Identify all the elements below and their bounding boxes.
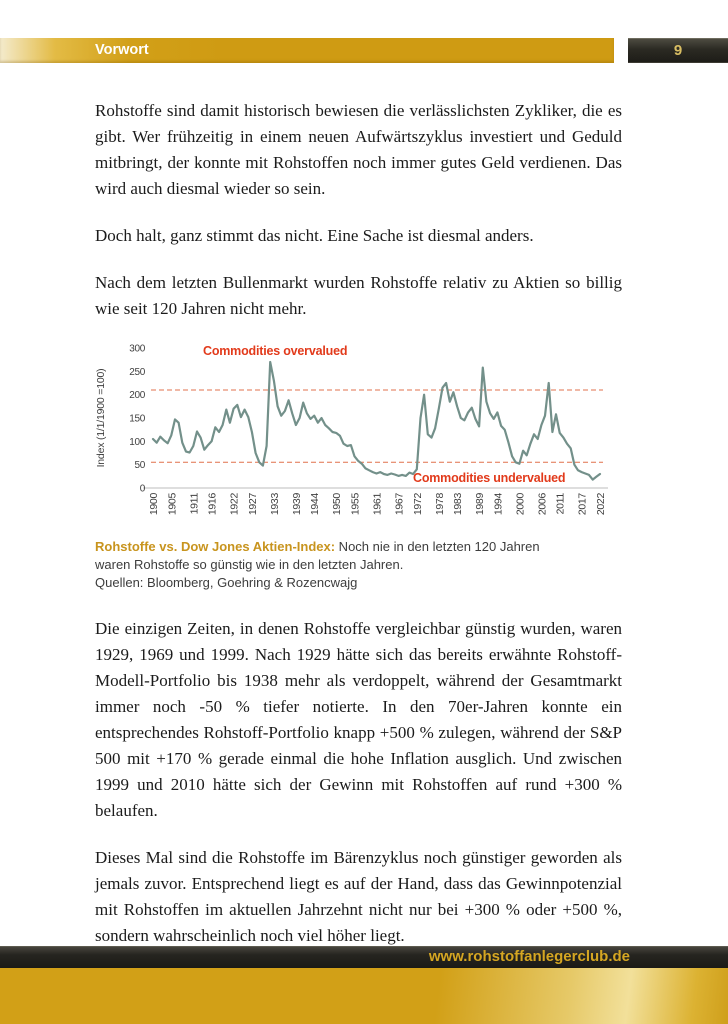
- figure-caption: [95, 538, 573, 592]
- x-tick-label: 1994: [492, 493, 505, 516]
- chapter-title: Vorwort: [95, 42, 149, 58]
- y-tick-label: 150: [129, 413, 145, 425]
- figure-caption-text: Noch nie in den letzten 120 Jahren waren Rohstoffe so günstig wie in den letzten Jahren.: [95, 539, 540, 572]
- footer-url: www.rohstoffanlegerclub.de: [428, 948, 630, 965]
- x-tick-label: 2017: [576, 493, 589, 516]
- x-tick-label: 1944: [309, 493, 322, 516]
- y-axis-title: Index (1/1/1900 =100): [95, 368, 107, 468]
- paragraph-5: Dieses Mal sind die Rohstoffe im Bärenzyklus noch günstiger geworden als jemals zuvor. Entsprechend liegt es auf der Hand, dass das Gewinnpotenzial mit Rohstoffen im aktuellen Jahrzehnt nicht nur bei +300 % oder +500 %, sondern wahrscheinlich noch viel höher liegt.: [95, 848, 622, 945]
- x-tick-label: 1939: [290, 493, 303, 516]
- chart-container: [95, 340, 622, 532]
- y-tick-label: 300: [129, 343, 145, 355]
- page-body: [95, 98, 622, 970]
- x-tick-label: 1922: [228, 493, 241, 516]
- y-tick-label: 250: [129, 366, 145, 378]
- annotation-undervalued: Commodities undervalued: [413, 471, 566, 485]
- y-tick-label: 100: [129, 436, 145, 448]
- footer-url-bar: [0, 946, 728, 968]
- x-tick-label: 1933: [268, 493, 281, 516]
- x-tick-label: 1978: [433, 493, 446, 516]
- footer-gold-band: [0, 968, 728, 1024]
- x-tick-label: 1967: [393, 493, 406, 516]
- annotation-overvalued: Commodities overvalued: [203, 344, 348, 358]
- figure-sources: Quellen: Bloomberg, Goehring & Rozencwajg: [95, 575, 358, 590]
- x-tick-label: 1972: [411, 493, 424, 516]
- x-tick-label: 1950: [331, 493, 344, 516]
- page-number-box: [628, 38, 728, 63]
- x-tick-label: 2011: [554, 493, 567, 515]
- x-tick-label: 1961: [371, 493, 384, 516]
- x-tick-label: 1911: [188, 493, 201, 515]
- x-tick-label: 1983: [452, 493, 465, 516]
- x-tick-label: 2022: [595, 493, 607, 516]
- figure-caption-lead: Rohstoffe vs. Dow Jones Aktien-Index:: [95, 539, 336, 554]
- x-tick-label: 2000: [514, 493, 527, 516]
- y-tick-label: 50: [134, 460, 145, 472]
- page-number: 9: [673, 42, 683, 59]
- x-tick-label: 2006: [536, 493, 549, 516]
- x-tick-label: 1989: [474, 493, 487, 516]
- commodities-figure: [95, 340, 622, 592]
- commodities-chart: [95, 340, 623, 532]
- x-tick-label: 1916: [206, 493, 219, 516]
- chapter-title-bar: [0, 38, 614, 63]
- paragraph-4: Die einzigen Zeiten, in denen Rohstoffe vergleichbar günstig wurden, waren 1929, 1969 und 1999. Nach 1929 hätte sich das bereits erwähnte Rohstoff-Modell-Portfolio bis 1938 mehr als verdoppelt, während der Gesamtmarkt immer noch -50 % tiefer notierte. In den 70er-Jahren konnte ein entsprechendes Rohstoff-Portfolio knapp +500 % zulegen, während der S&P 500 mit +170 % gerade einmal die hohe Inflation ausglich. Und zwischen 1999 und 2010 hätte sich der Gewinn mit Rohstoffen auf rund +300 % belaufen.: [95, 619, 622, 820]
- x-tick-label: 1927: [246, 493, 259, 516]
- y-tick-label: 0: [139, 483, 145, 495]
- x-tick-label: 1905: [166, 493, 179, 516]
- x-tick-label: 1955: [349, 493, 362, 516]
- paragraph-1: Rohstoffe sind damit historisch bewiesen die verlässlichsten Zykliker, die es gibt. Wer frühzeitig in einem neuen Aufwärtszyklus investiert und Geduld mitbringt, der konnte mit Rohstoffen noch immer gutes Geld verdienen. Das wird auch diesmal wieder so sein.: [95, 101, 622, 198]
- x-tick-label: 1900: [148, 493, 160, 516]
- paragraph-3: Nach dem letzten Bullenmarkt wurden Rohstoffe relativ zu Aktien so billig wie seit 120 Jahren nicht mehr.: [95, 273, 622, 318]
- y-tick-label: 200: [129, 390, 145, 402]
- paragraph-2: Doch halt, ganz stimmt das nicht. Eine Sache ist diesmal anders.: [95, 226, 534, 245]
